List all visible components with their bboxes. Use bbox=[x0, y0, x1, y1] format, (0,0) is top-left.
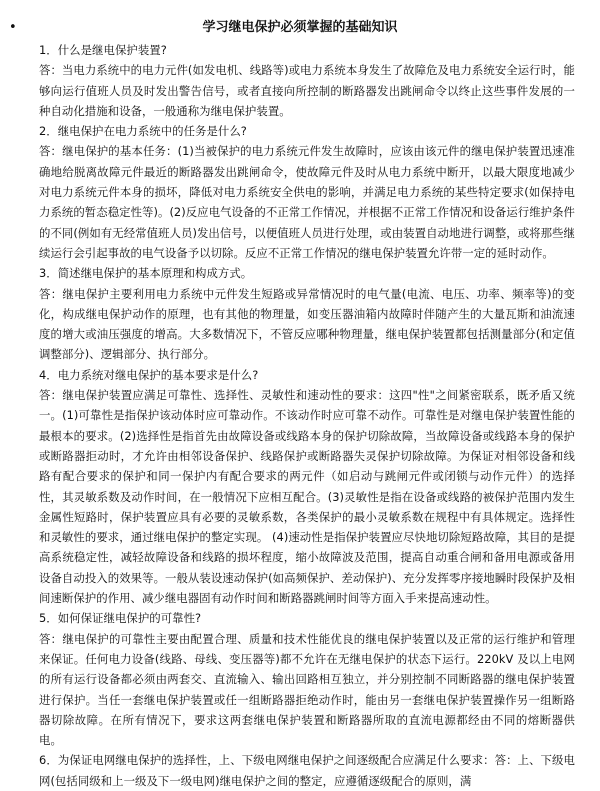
answer-3: 答：继电保护主要利用电力系统中元件发生短路或异常情况时的电气量(电流、电压、功率、频率等)的变化，构成继电保护动作的原理，也有其他的物理量，如变压器油箱内故障时伴随产生的大量瓦斯和油流速度的增大或油压强度的增高。大多数情况下，不管反应哪种物理量，继电保护装置都包括测量部分(和定值调整部分)、逻辑部分、执行部分。 bbox=[39, 286, 575, 362]
question-6: 6．为保证电网继电保护的选择性，上、下级电网继电保护之间逐级配合应满足什么要求：答：上、下级电网(包括同级和上一级及下一级电网)继电保护之间的整定，应遵循逐级配合的原则，满 bbox=[39, 753, 575, 788]
list-bullet: • bbox=[9, 20, 17, 35]
question-3: 3．简述继电保护的基本原理和构成方式。 bbox=[39, 266, 253, 281]
question-5: 5．如何保证继电保护的可靠性? bbox=[39, 611, 202, 626]
question-4: 4．电力系统对继电保护的基本要求是什么? bbox=[39, 367, 259, 382]
answer-5: 答：继电保护的可靠性主要由配置合理、质量和技术性能优良的继电保护装置以及正常的运行维护和管理来保证。任何电力设备(线路、母线、变压器等)都不允许在无继电保护的状态下运行。220kV 及以上电网的所有运行设备都必须由两套交、直流输入、输出回路相互独立，并分别控制不同断路器的继电保护装置进行保护。当任一套继电保护装置或任一组断路器拒绝动作时，能由另一套继电保护装置操作另一组断路器切除故障。在所有情况下，要求这两套继电保护装置和断路器所取的直流电源都经由不同的熔断器供电。 bbox=[39, 631, 575, 748]
document-body bbox=[39, 40, 575, 791]
document-title: 学习继电保护必须掌握的基础知识 bbox=[202, 20, 398, 35]
question-2: 2．继电保护在电力系统中的任务是什么? bbox=[39, 124, 247, 139]
answer-2: 答：继电保护的基本任务：(1)当被保护的电力系统元件发生故障时，应该由该元件的继电保护装置迅速准确地给脱离故障元件最近的断路器发出跳闸命令，使故障元件及时从电力系统中断开，以最大限度地减少对电力系统元件本身的损坏，降低对电力系统安全供电的影响，并满足电力系统的某些特定要求(如保持电力系统的暂态稳定性等)。(2)反应电气设备的不正常工作情况，并根据不正常工作情况和设备运行维护条件的不同(例如有无经常值班人员)发出信号，以便值班人员进行处理，或由装置自动地进行调整，或将那些继续运行会引起事故的电气设备予以切除。反应不正常工作情况的继电保护装置允许带一定的延时动作。 bbox=[39, 144, 575, 260]
answer-1: 答：当电力系统中的电力元件(如发电机、线路等)或电力系统本身发生了故障危及电力系统安全运行时，能够向运行值班人员及时发出警告信号，或者直接向所控制的断路器发出跳闸命令以终止这些事件发展的一种自动化措施和设备，一般通称为继电保护装置。 bbox=[39, 63, 575, 118]
answer-4: 答：继电保护装置应满足可靠性、选择性、灵敏性和速动性的要求：这四"性"之间紧密联系，既矛盾又统一。(1)可靠性是指保护该动体时应可靠动作。不该动作时应可靠不动作。可靠性是对继电保护装置性能的最根本的要求。(2)选择性是指首先由故障设备或线路本身的保护切除故障，当故障设备或线路本身的保护或断路器拒动时，才允许由相邻设备保护、线路保护或断路器失灵保护切除故障。为保证对相邻设备和线路有配合要求的保护和同一保护内有配合要求的两元件（如启动与跳闸元件或闭锁与动作元件）的选择性，其灵敏系数及动作时间，在一般情况下应相互配合。(3)灵敏性是指在设备或线路的被保护范围内发生金属性短路时，保护装置应具有必要的灵敏系数，各类保护的最小灵敏系数在规程中有具体规定。选择性和灵敏性的要求，通过继电保护的整定实现。 (4)速动性是指保护装置应尽快地切除短路故障，其目的是提高系统稳定性，减轻故障设备和线路的损坏程度，缩小故障波及范围，提高自动重合闸和备用电源或备用设备自动投入的效果等。一般从装设速动保护(如高频保护、差动保护)、充分发挥零序接地瞬时段保护及相间速断保护的作用、减少继电器固有动作时间和断路器跳闸时间等方面入手来提高速动性。 bbox=[39, 388, 575, 606]
question-1: 1．什么是继电保护装置? bbox=[39, 43, 167, 57]
